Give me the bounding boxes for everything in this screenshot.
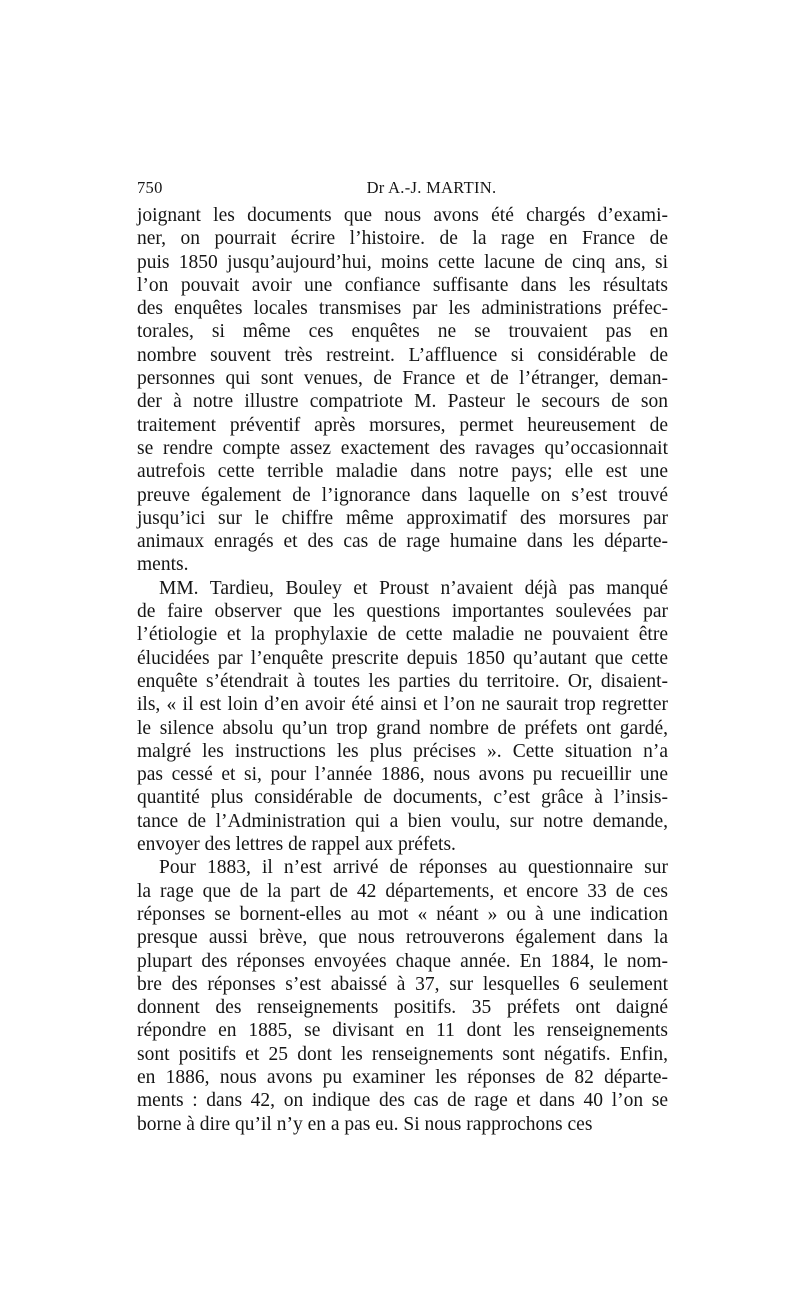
- text-line: puis 1850 jusqu’aujourd’hui, moins cette lacune de cinq ans, si: [137, 251, 668, 273]
- text-line: MM. Tardieu, Bouley et Proust n’avaient déjà pas manqué: [159, 577, 668, 599]
- text-line: en 1886, nous avons pu examiner les réponses de 82 départe-: [137, 1066, 668, 1088]
- paragraph-2: [137, 577, 668, 857]
- text-line: plupart des réponses envoyées chaque année. En 1884, le nom-: [137, 950, 668, 972]
- text-line: pas cessé et si, pour l’année 1886, nous avons pu recueillir une: [137, 764, 668, 786]
- text-line: réponses se bornent-elles au mot « néant » ou à une indication: [137, 903, 668, 925]
- running-head: [137, 178, 668, 204]
- text-line: des enquêtes locales transmises par les administrations préfec-: [137, 298, 668, 320]
- text-line: envoyer des lettres de rappel aux préfets.: [137, 834, 456, 856]
- text-line: torales, si même ces enquêtes ne se trouvaient pas en: [137, 321, 668, 343]
- text-line: jusqu’ici sur le chiffre même approximatif des morsures par: [137, 507, 668, 529]
- text-line: Pour 1883, il n’est arrivé de réponses au questionnaire sur: [159, 857, 668, 879]
- text-line: enquête s’étendrait à toutes les parties du territoire. Or, disaient-: [137, 670, 668, 692]
- text-line: la rage que de la part de 42 départements, et encore 33 de ces: [137, 880, 668, 902]
- text-line: personnes qui sont venues, de France et de l’étranger, deman-: [137, 368, 668, 390]
- text-line: de faire observer que les questions importantes soulevées par: [137, 601, 668, 623]
- text-line: bre des réponses s’est abaissé à 37, sur lesquelles 6 seulement: [137, 973, 668, 995]
- page-number: 750: [137, 178, 163, 197]
- text-line: malgré les instructions les plus précises ». Cette situation n’a: [137, 740, 668, 762]
- text-line: der à notre illustre compatriote M. Pasteur le secours de son: [137, 391, 668, 413]
- text-line: se rendre compte assez exactement des ravages qu’occasionnait: [137, 437, 668, 459]
- text-line: sont positifs et 25 dont les renseignements sont négatifs. Enfin,: [137, 1043, 668, 1065]
- text-line: nombre souvent très restreint. L’affluence si considérable de: [137, 344, 668, 366]
- text-line: preuve également de l’ignorance dans laquelle on s’est trouvé: [137, 484, 668, 506]
- book-page: [137, 178, 668, 1136]
- text-line: presque aussi brève, que nous retrouverons également dans la: [137, 927, 668, 949]
- text-line: répondre en 1885, se divisant en 11 dont les renseignements: [137, 1020, 668, 1042]
- body-text: [137, 204, 668, 1136]
- text-line: donnent des renseignements positifs. 35 préfets ont daigné: [137, 997, 668, 1019]
- text-line: quantité plus considérable de documents, c’est grâce à l’insis-: [137, 787, 668, 809]
- text-line: tance de l’Administration qui a bien voulu, sur notre demande,: [137, 810, 668, 832]
- paragraph-1: [137, 204, 668, 577]
- running-title: Dr A.-J. MARTIN.: [366, 178, 497, 197]
- text-line: borne à dire qu’il n’y en a pas eu. Si nous rapprochons ces: [137, 1113, 593, 1135]
- text-line: l’étiologie et la prophylaxie de cette maladie ne pouvaient être: [137, 624, 668, 646]
- text-line: l’on pouvait avoir une confiance suffisante dans les résultats: [137, 274, 668, 296]
- text-line: ner, on pourrait écrire l’histoire. de la rage en France de: [137, 228, 668, 250]
- text-line: ils, « il est loin d’en avoir été ainsi et l’on ne saurait trop regretter: [137, 694, 668, 716]
- paragraph-3: [137, 856, 668, 1136]
- text-line: traitement préventif après morsures, permet heureusement de: [137, 414, 668, 436]
- text-line: ments : dans 42, on indique des cas de rage et dans 40 l’on se: [137, 1090, 668, 1112]
- text-line: ments.: [137, 554, 189, 576]
- text-line: élucidées par l’enquête prescrite depuis 1850 qu’autant que cette: [137, 647, 668, 669]
- text-line: joignant les documents que nous avons été chargés d’exami-: [137, 205, 668, 226]
- text-line: le silence absolu qu’un trop grand nombre de préfets ont gardé,: [137, 717, 668, 739]
- text-line: autrefois cette terrible maladie dans notre pays; elle est une: [137, 461, 668, 483]
- text-line: animaux enragés et des cas de rage humaine dans les départe-: [137, 531, 668, 553]
